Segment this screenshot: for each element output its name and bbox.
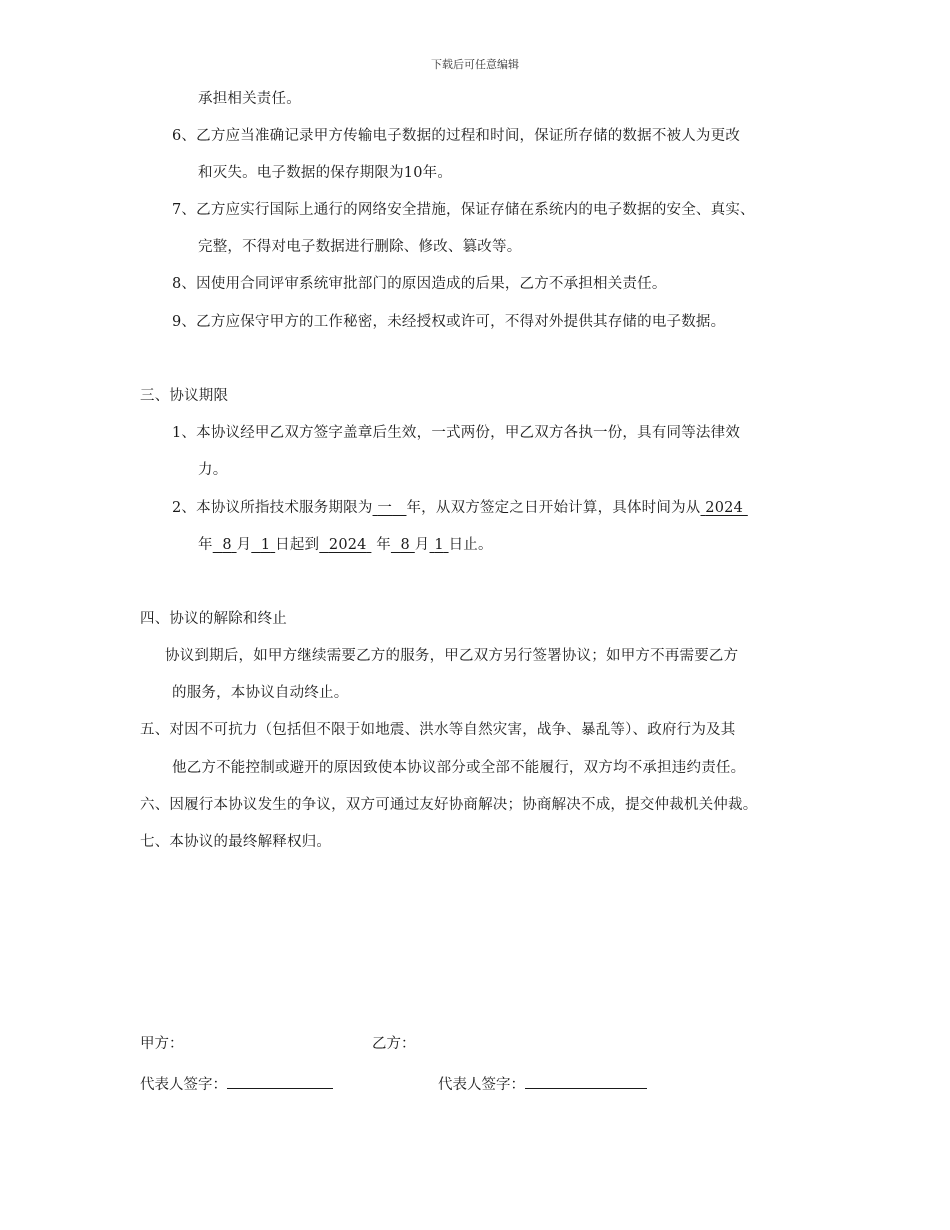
sec2-tail-line: 承担相关责任。: [198, 91, 301, 107]
start-day-text: 1: [260, 537, 271, 553]
start-day-value: [251, 537, 275, 553]
item7-line1: 7、乙方应实行国际上通行的网络安全措施，保证存储在系统内的电子数据的安全、真实、: [172, 202, 755, 218]
sec3-item2-line1: [172, 496, 748, 517]
end-year-value: [319, 537, 371, 553]
section4-title: 四、协议的解除和终止: [140, 611, 287, 627]
section3-title: 三、协议期限: [140, 388, 229, 404]
start-year-text: 2024: [705, 500, 743, 516]
end-month-text: 8: [400, 537, 410, 553]
section7: 七、本协议的最终解释权归。: [140, 834, 332, 850]
section5-line1: 五、对因不可抗力（包括但不限于如地震、洪水等自然灾害，战争、暴乱等）、政府行为及其: [140, 722, 736, 738]
year-char: 年: [198, 537, 213, 553]
item2-prefix: 2、本协议所指技术服务期限为: [172, 500, 373, 516]
end-year-text: 2024: [328, 537, 367, 553]
sec3-item1-line2: 力。: [198, 462, 228, 478]
party-b-label: 乙方：: [372, 1036, 416, 1052]
party-a-label: 甲方：: [140, 1036, 184, 1052]
item2-middle: 年，从双方签定之日开始计算，具体时间为从: [406, 500, 701, 516]
month-char: 月: [236, 537, 252, 553]
rep-a-label: 代表人签字：: [140, 1077, 227, 1093]
sec3-item2-line2: [198, 533, 493, 554]
start-month-text: 8: [222, 537, 232, 553]
item6-line2: 和灭失。电子数据的保存期限为10年。: [198, 165, 453, 181]
section6: 六、因履行本协议发生的争议，双方可通过友好协商解决；协商解决不成，提交仲裁机关仲裁。: [140, 797, 758, 813]
rep-a-signature-blank[interactable]: [227, 1074, 333, 1089]
sec4-body-line2: 的服务，本协议自动终止。: [172, 685, 349, 701]
item6-line1: 6、乙方应当准确记录甲方传输电子数据的过程和时间，保证所存储的数据不被人为更改: [172, 128, 741, 144]
item7-line2: 完整，不得对电子数据进行删除、修改、篡改等。: [198, 239, 522, 255]
day-end-text: 日止。: [448, 537, 493, 553]
term-years-text: 一: [377, 500, 393, 516]
year-char-2: 年: [376, 537, 391, 553]
party-a-signature: [140, 1073, 333, 1094]
item8: 8、因使用合同评审系统审批部门的原因造成的后果，乙方不承担相关责任。: [172, 276, 667, 292]
rep-b-signature-blank[interactable]: [525, 1074, 647, 1089]
section5-line2: 他乙方不能控制或避开的原因致使本协议部分或全部不能履行，双方均不承担违约责任。: [172, 760, 746, 776]
page-header-note: 下载后可任意编辑: [431, 58, 519, 71]
end-day-text: 1: [434, 537, 444, 553]
party-b-signature: [438, 1073, 647, 1094]
item9: 9、乙方应保守甲方的工作秘密，未经授权或许可，不得对外提供其存储的电子数据。: [172, 314, 726, 330]
end-day-value: [430, 537, 449, 553]
day-to-text: 日起到: [275, 537, 320, 553]
term-years-value: [373, 500, 407, 516]
start-year-value: [700, 500, 747, 516]
rep-b-label: 代表人签字：: [438, 1077, 525, 1093]
start-month-value: [213, 537, 237, 553]
end-month-value: [391, 537, 415, 553]
sec4-body-line1: 协议到期后，如甲方继续需要乙方的服务，甲乙双方另行签署协议；如甲方不再需要乙方: [165, 648, 739, 664]
month-char-2: 月: [414, 537, 430, 553]
sec3-item1-line1: 1、本协议经甲乙双方签字盖章后生效，一式两份，甲乙双方各执一份，具有同等法律效: [172, 425, 741, 441]
